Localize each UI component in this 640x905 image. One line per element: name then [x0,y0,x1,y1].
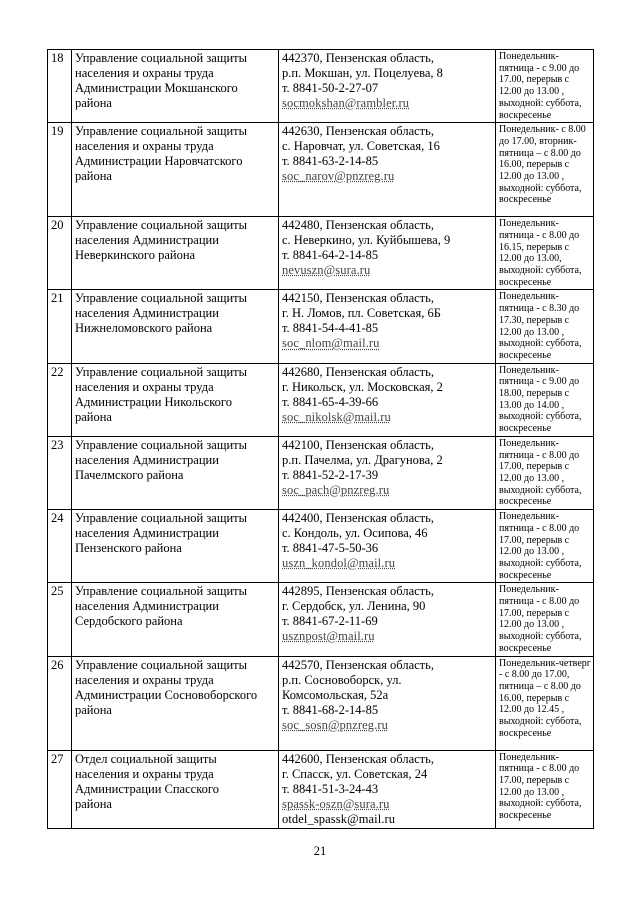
email-link[interactable]: soc_pach@pnzreg.ru [282,482,390,497]
office-address-cell [279,50,496,123]
hours-line: 12.00 до 13.00 , [499,86,565,98]
address-line: т. 8841-65-4-39-66 [282,394,379,409]
hours-line: 17.30, перерыв с [499,314,570,326]
office-name-cell [72,217,279,290]
office-name-cell [72,123,279,217]
hours-line: Понедельник- [499,218,559,230]
address-line: т. 8841-63-2-14-85 [282,154,379,169]
email-link[interactable]: soc_narov@pnzreg.ru [282,169,395,184]
hours-line: 16.00, перерыв с [499,692,570,704]
working-hours-cell [496,50,594,123]
hours-line: Понедельник- [499,364,559,376]
office-name-line: Пачелмского района [75,467,184,482]
hours-line: 12.00 до 13.00 , [499,326,565,338]
hours-line: воскресенье [499,276,552,288]
hours-line: пятница - с 8.00 до [499,229,580,241]
row-number: 19 [48,123,72,217]
hours-line: 12.00 до 13.00 , [499,546,565,558]
address-line: 442370, Пензенская область, [282,51,434,65]
address-line: 442570, Пензенская область, [282,657,434,672]
address-line: 442400, Пензенская область, [282,511,434,526]
office-name-line: Администрации Никольского [75,394,233,409]
row-number: 24 [48,510,72,583]
address-line: 442630, Пензенская область, [282,124,434,139]
office-name-line: населения и охраны труда [75,379,214,394]
hours-line: 12.00 до 12.45 , [499,704,565,716]
hours-line: 12.00 до 13.00 , [499,171,565,183]
office-name-line: населения и охраны труда [75,139,214,154]
hours-line: пятница - с 9.00 до [499,376,580,388]
hours-line: воскресенье [499,810,552,822]
hours-line: воскресенье [499,496,552,508]
working-hours-cell [496,656,594,750]
row-number: 18 [48,50,72,123]
hours-line: Понедельник- [499,51,559,62]
table-row [48,290,594,363]
row-number: 25 [48,583,72,656]
email-link[interactable]: soc_nikolsk@mail.ru [282,409,391,424]
offices-table-body [48,50,594,829]
row-number: 20 [48,217,72,290]
address-line: р.п. Мокшан, ул. Поцелуева, 8 [282,66,443,80]
office-name-line: Управление социальной защиты [75,364,248,379]
hours-line: выходной: суббота, [499,265,582,277]
address-line: 442480, Пензенская область, [282,218,434,233]
address-line: т. 8841-64-2-14-85 [282,248,379,263]
hours-line: пятница - с 8.30 до [499,303,580,315]
table-row [48,510,594,583]
address-line: Комсомольская, 52а [282,687,389,702]
office-name-line: Пензенского района [75,541,182,556]
office-address-cell [279,510,496,583]
office-address-cell [279,436,496,509]
hours-line: пятница – с 8.00 до [499,680,581,692]
office-name-line: Управление социальной защиты [75,437,248,452]
hours-line: воскресенье [499,423,552,435]
office-name-line: Неверкинского района [75,248,196,263]
hours-line: 16.00, перерыв с [499,159,570,171]
hours-line: Понедельник- [499,751,559,763]
office-name-cell [72,656,279,750]
address-line: т. 8841-67-2-11-69 [282,614,378,629]
office-name-cell [72,436,279,509]
address-line: г. Спасск, ул. Советская, 24 [282,766,428,781]
address-line: р.п. Сосновоборск, ул. [282,672,402,687]
hours-line: пятница - с 8.00 до [499,522,580,534]
office-name-line: района [75,96,112,110]
address-line: 442680, Пензенская область, [282,364,434,379]
email-link[interactable]: soc_sosn@pnzreg.ru [282,717,388,732]
office-name-line: населения и охраны труда [75,672,214,687]
office-name-line: Управление социальной защиты [75,511,248,526]
hours-line: 12.00 до 13.00 , [499,619,565,631]
hours-line: воскресенье [499,727,552,739]
address-line: г. Сердобск, ул. Ленина, 90 [282,599,426,614]
office-name-line: Отдел социальной защиты [75,751,217,766]
office-address-cell [279,290,496,363]
address-line: 442600, Пензенская область, [282,751,434,766]
hours-line: Понедельник- [499,291,559,303]
office-name-line: Управление социальной защиты [75,291,248,306]
address-line: т. 8841-68-2-14-85 [282,702,379,717]
office-name-line: района [75,796,112,811]
office-name-line: Администрации Наровчатского [75,154,243,169]
table-row [48,656,594,750]
hours-line: пятница – с 8.00 до [499,147,581,159]
hours-line: 12.00 до 13.00 , [499,472,565,484]
hours-line: воскресенье [499,109,552,121]
address-line: 442895, Пензенская область, [282,584,434,599]
office-name-cell [72,583,279,656]
office-name-line: Нижнеломовского района [75,321,213,336]
working-hours-cell [496,290,594,363]
address-line: т. 8841-50-2-27-07 [282,81,379,95]
hours-line: Понедельник- [499,511,559,523]
working-hours-cell [496,510,594,583]
office-address-cell [279,363,496,436]
offices-table [47,49,594,829]
office-name-line: Управление социальной защиты [75,51,248,65]
table-row [48,363,594,436]
office-name-cell [72,750,279,828]
address-line: г. Н. Ломов, пл. Советская, 6Б [282,306,441,321]
email-link[interactable]: soc_nlom@mail.ru [282,336,380,351]
hours-line: воскресенье [499,642,552,654]
hours-line: - с 8.00 до 17.00, [499,669,570,681]
hours-line: 17.00, перерыв с [499,461,570,473]
hours-line: пятница - с 9.00 до [499,62,580,74]
hours-line: пятница - с 8.00 до [499,596,580,608]
hours-line: до 17.00, вторник- [499,135,577,147]
office-name-line: Администрации Мокшанского [75,81,238,95]
hours-line: 17.00, перерыв с [499,534,570,546]
email-link[interactable]: spassk-oszn@sura.ru [282,796,390,811]
address-line: с. Кондоль, ул. Осипова, 46 [282,526,428,541]
address-line: т. 8841-52-2-17-39 [282,467,379,482]
address-line: 442100, Пензенская область, [282,437,434,452]
table-row [48,50,594,123]
office-address-cell [279,656,496,750]
hours-line: воскресенье [499,194,552,206]
hours-line: воскресенье [499,569,552,581]
hours-line: Понедельник-четверг [499,657,591,669]
hours-line: пятница - с 8.00 до [499,449,580,461]
hours-line: выходной: суббота, [499,798,582,810]
office-name-line: населения и охраны труда [75,66,214,80]
hours-line: Понедельник- [499,584,559,596]
hours-line: воскресенье [499,349,552,361]
office-name-line: населения Администрации [75,599,219,614]
office-address-cell [279,123,496,217]
office-name-line: Управление социальной защиты [75,124,248,139]
table-row [48,750,594,828]
hours-line: 16.15, перерыв с [499,241,570,253]
working-hours-cell [496,436,594,509]
row-number: 23 [48,436,72,509]
email-link[interactable]: otdel_spassk@mail.ru [282,811,396,826]
hours-line: 17.00, перерыв с [499,607,570,619]
office-address-cell [279,750,496,828]
office-name-line: Управление социальной защиты [75,657,248,672]
row-number: 22 [48,363,72,436]
address-line: т. 8841-47-5-50-36 [282,541,379,556]
email-link[interactable]: nevuszn@sura.ru [282,263,371,278]
email-link[interactable]: socmokshan@rambler.ru [282,96,410,110]
address-line: т. 8841-51-3-24-43 [282,781,379,796]
hours-line: 17.00, перерыв с [499,774,570,786]
hours-line: выходной: суббота, [499,484,582,496]
office-name-line: района [75,169,112,184]
office-name-cell [72,363,279,436]
working-hours-cell [496,123,594,217]
table-row [48,436,594,509]
address-line: г. Никольск, ул. Московская, 2 [282,379,443,394]
email-link[interactable]: uszn_kondol@mail.ru [282,556,396,571]
hours-line: выходной: суббота, [499,97,582,109]
row-number: 27 [48,750,72,828]
office-name-line: Администрации Сосновоборского [75,687,258,702]
table-row [48,123,594,217]
hours-line: 12.00 до 13.00 , [499,786,565,798]
row-number: 21 [48,290,72,363]
table-row [48,583,594,656]
hours-line: выходной: суббота, [499,557,582,569]
office-name-line: населения Администрации [75,526,219,541]
address-line: с. Неверкино, ул. Куйбышева, 9 [282,233,451,248]
table-row [48,217,594,290]
email-link[interactable]: usznpost@mail.ru [282,629,375,644]
office-name-line: Администрации Спасского [75,781,219,796]
office-address-cell [279,217,496,290]
hours-line: 17.00, перерыв с [499,74,570,86]
office-name-cell [72,290,279,363]
address-line: 442150, Пензенская область, [282,291,434,306]
office-name-line: населения Администрации [75,452,219,467]
office-name-line: населения и охраны труда [75,766,214,781]
office-name-line: населения Администрации [75,233,219,248]
working-hours-cell [496,217,594,290]
hours-line: выходной: суббота, [499,716,582,728]
office-address-cell [279,583,496,656]
working-hours-cell [496,583,594,656]
page-number: 21 [313,844,327,858]
office-name-line: района [75,409,112,424]
office-name-cell [72,50,279,123]
row-number: 26 [48,656,72,750]
hours-line: выходной: суббота, [499,631,582,643]
address-line: р.п. Пачелма, ул. Драгунова, 2 [282,452,443,467]
hours-line: 13.00 до 14.00 , [499,399,565,411]
hours-line: 12.00 до 13.00, [499,253,562,265]
working-hours-cell [496,750,594,828]
hours-line: выходной: суббота, [499,182,582,194]
office-name-line: Управление социальной защиты [75,218,248,233]
office-name-cell [72,510,279,583]
office-name-line: населения Администрации [75,306,219,321]
office-name-line: Сердобского района [75,614,183,629]
hours-line: пятница - с 8.00 до [499,763,580,775]
hours-line: выходной: суббота, [499,338,582,350]
working-hours-cell [496,363,594,436]
hours-line: 18.00, перерыв с [499,388,570,400]
address-line: т. 8841-54-4-41-85 [282,321,379,336]
address-line: с. Наровчат, ул. Советская, 16 [282,139,440,154]
office-name-line: Управление социальной защиты [75,584,248,599]
hours-line: Понедельник- с 8.00 [499,124,586,136]
office-name-line: района [75,702,112,717]
hours-line: выходной: суббота, [499,411,582,423]
hours-line: Понедельник- [499,437,559,449]
